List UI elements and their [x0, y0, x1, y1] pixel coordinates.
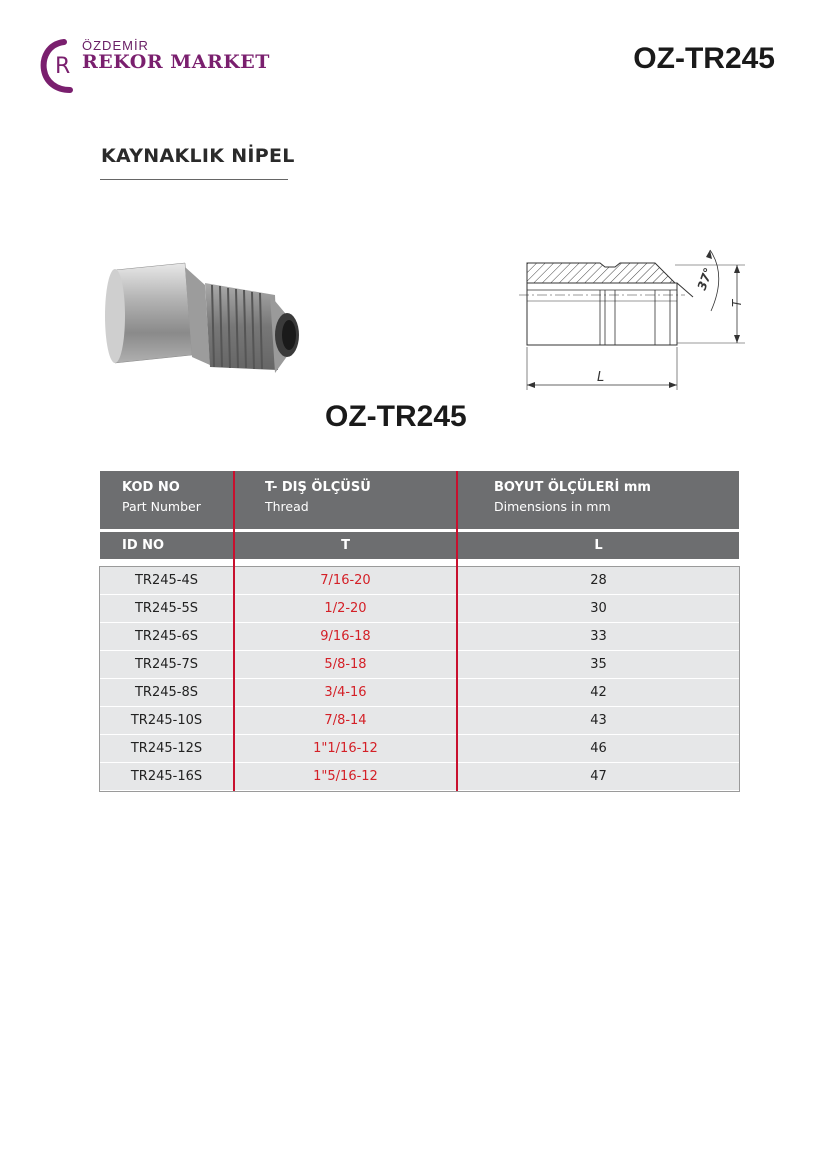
row-thread: 1"1/16-12 — [234, 735, 457, 763]
row-length: 43 — [457, 707, 739, 735]
row-thread: 1"5/16-12 — [234, 763, 457, 791]
drawing-t-label: T — [730, 299, 744, 307]
table-row — [100, 623, 739, 651]
svg-text:R: R — [55, 54, 71, 79]
technical-drawing — [505, 235, 750, 405]
drawing-l-label: L — [597, 370, 605, 385]
header-part-number: KOD NO Part Number — [100, 471, 234, 529]
table-row — [100, 595, 739, 623]
row-length: 30 — [457, 595, 739, 623]
table-id-row — [100, 532, 739, 559]
product-code: OZ-TR245 — [325, 400, 467, 433]
table-row — [100, 735, 739, 763]
row-id: TR245-4S — [100, 567, 234, 595]
table-header-row — [100, 471, 739, 529]
header-thread: T- DIŞ ÖLÇÜSÜ Thread — [234, 471, 457, 529]
table-row — [100, 567, 739, 595]
table-row — [100, 707, 739, 735]
row-thread: 5/8-18 — [234, 651, 457, 679]
t-header: T — [234, 532, 457, 559]
product-photo — [100, 255, 310, 385]
id-no-header: ID NO — [100, 532, 234, 559]
row-id: TR245-6S — [100, 623, 234, 651]
logo-r-icon — [40, 38, 82, 94]
l-header: L — [457, 532, 739, 559]
row-thread: 7/16-20 — [234, 567, 457, 595]
brand-logo — [40, 38, 270, 94]
row-id: TR245-12S — [100, 735, 234, 763]
table-row — [100, 679, 739, 707]
section-title: KAYNAKLIK NİPEL — [101, 145, 295, 167]
header-dimensions: BOYUT ÖLÇÜLERİ mm Dimensions in mm — [457, 471, 739, 529]
row-length: 46 — [457, 735, 739, 763]
spec-table — [100, 471, 739, 791]
title-underline — [100, 179, 288, 180]
row-thread: 9/16-18 — [234, 623, 457, 651]
row-length: 42 — [457, 679, 739, 707]
row-thread: 3/4-16 — [234, 679, 457, 707]
row-length: 28 — [457, 567, 739, 595]
table-row — [100, 651, 739, 679]
drawing-angle-label: 37° — [694, 265, 716, 293]
row-thread: 1/2-20 — [234, 595, 457, 623]
header-product-code: OZ-TR245 — [633, 42, 775, 75]
row-thread: 7/8-14 — [234, 707, 457, 735]
row-id: TR245-8S — [100, 679, 234, 707]
brand-small-text: ÖZDEMİR — [82, 38, 149, 53]
brand-name: REKOR MARKET — [82, 51, 270, 73]
row-id: TR245-5S — [100, 595, 234, 623]
row-length: 35 — [457, 651, 739, 679]
table-row — [100, 763, 739, 791]
row-id: TR245-16S — [100, 763, 234, 791]
row-id: TR245-7S — [100, 651, 234, 679]
row-id: TR245-10S — [100, 707, 234, 735]
row-length: 33 — [457, 623, 739, 651]
row-length: 47 — [457, 763, 739, 791]
